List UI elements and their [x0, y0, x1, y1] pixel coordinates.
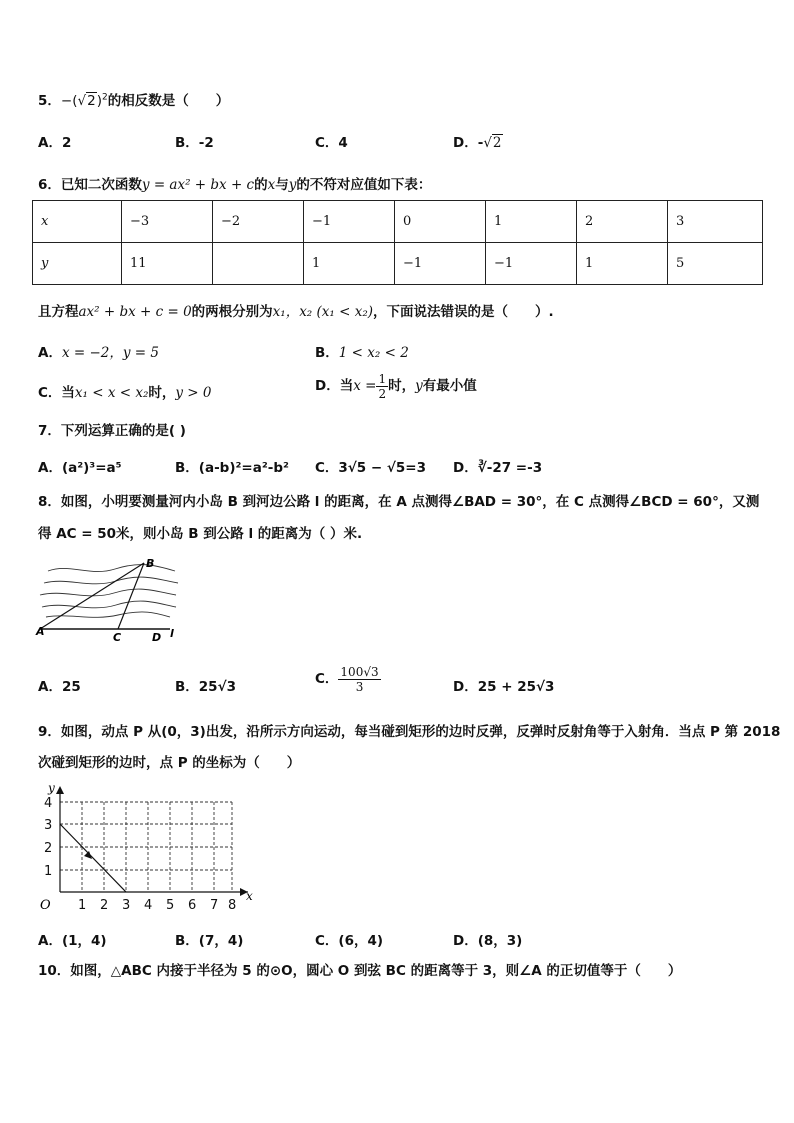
- option-b[interactable]: B．(a-b)²=a²-b²: [175, 460, 289, 476]
- question-9: 9．如图，动点 P 从(0，3)出发，沿所示方向运动，每当碰到矩形的边时反弹，反弹时反射角等于入射角．当点 P 第 2018: [38, 724, 781, 740]
- y-axis-label: y: [48, 781, 55, 795]
- fraction: $\frac{100√3}{3}$: [340, 665, 379, 694]
- table-cell: −1: [486, 243, 577, 285]
- option-c[interactable]: C．3√5 − √5=3: [315, 460, 427, 476]
- table-cell: −3: [122, 201, 213, 243]
- x-tick: 1: [78, 898, 87, 913]
- grid-lines: [60, 802, 232, 892]
- option-c[interactable]: C．4: [315, 135, 348, 151]
- question-10: 10．如图，△ABC 内接于半径为 5 的⊙O，圆心 O 到弦 BC 的距离等于 3，则∠A 的正切值等于（ ）: [38, 963, 682, 979]
- option-b[interactable]: B．(7，4): [175, 933, 244, 949]
- x-tick: 2: [100, 898, 109, 913]
- option-a[interactable]: A．(1，4): [38, 933, 107, 949]
- label-a: A: [36, 625, 45, 638]
- table-cell: 3: [668, 201, 763, 243]
- option-a[interactable]: A．25: [38, 679, 81, 695]
- question-text: 的相反数是（ ）: [107, 93, 230, 109]
- table-cell: x: [33, 201, 122, 243]
- option-d[interactable]: D．25 + 25√3: [453, 679, 555, 695]
- question-9-line2: 次碰到矩形的边时，点 P 的坐标为（ ）: [38, 755, 301, 771]
- label-d: D: [152, 631, 162, 643]
- question-5: [38, 89, 229, 109]
- expression: $-(√2)^2$: [60, 92, 108, 109]
- x-tick: 3: [122, 898, 131, 913]
- river-waves: [40, 565, 178, 618]
- y-axis-arrow: [56, 786, 64, 794]
- label-b: B: [146, 557, 155, 570]
- option-a[interactable]: A．(a²)³=a⁵: [38, 460, 122, 476]
- option-c[interactable]: C．当x₁ < x < x₂时，y > 0: [38, 385, 212, 401]
- option-d[interactable]: D．∛-27 =-3: [453, 460, 543, 476]
- segment-ab: [40, 563, 144, 629]
- y-tick: 1: [44, 864, 53, 879]
- table-cell: 2: [577, 201, 668, 243]
- option-d[interactable]: D．(8，3): [453, 933, 523, 949]
- segment-cb: [118, 563, 144, 629]
- y-tick: 3: [44, 818, 53, 833]
- label-c: C: [113, 631, 122, 643]
- label-l: l: [170, 627, 174, 640]
- table-cell: 1: [486, 201, 577, 243]
- river-figure: [30, 553, 190, 643]
- x-tick: 7: [210, 898, 219, 913]
- origin-label: O: [40, 898, 51, 913]
- option-b[interactable]: B．-2: [175, 135, 214, 151]
- y-tick: 2: [44, 841, 53, 856]
- table-cell: 0: [395, 201, 486, 243]
- question-8: 8．如图，小明要测量河内小岛 B 到河边公路 l 的距离，在 A 点测得∠BAD = 30°，在 C 点测得∠BCD = 60°，又测: [38, 494, 760, 510]
- question-6: 6．已知二次函数y = ax² + bx + c的x与y的不符对应值如下表：: [38, 177, 432, 193]
- option-b[interactable]: B．1 < x₂ < 2: [315, 345, 409, 361]
- option-a[interactable]: A．2: [38, 135, 72, 151]
- question-number: 5．: [38, 93, 61, 109]
- table-cell: −2: [213, 201, 304, 243]
- y-tick: 4: [44, 796, 53, 811]
- coordinate-graph: [34, 780, 260, 916]
- question-8-line2: 得 AC = 50米，则小岛 B 到公路 l 的距离为（ ）米.: [38, 526, 363, 542]
- table-row: [33, 201, 763, 243]
- x-tick: 6: [188, 898, 197, 913]
- option-c[interactable]: C．(6，4): [315, 933, 384, 949]
- table-cell: 5: [668, 243, 763, 285]
- option-d[interactable]: D．-√2: [453, 135, 502, 151]
- x-axis-label: x: [246, 889, 253, 903]
- option-c[interactable]: C． $\frac{100√3}{3}$: [315, 665, 379, 694]
- formula: y = ax² + bx + c: [141, 177, 255, 193]
- table-cell: 1: [304, 243, 395, 285]
- x-tick: 5: [166, 898, 175, 913]
- question-7: 7．下列运算正确的是( ): [38, 423, 186, 439]
- table-cell: y: [33, 243, 122, 285]
- option-a[interactable]: A．x = −2，y = 5: [38, 345, 159, 361]
- x-tick: 4: [144, 898, 153, 913]
- value-table: [32, 200, 763, 285]
- table-cell: −1: [395, 243, 486, 285]
- table-cell: −1: [304, 201, 395, 243]
- table-cell: 11: [122, 243, 213, 285]
- option-b[interactable]: B．25√3: [175, 679, 236, 695]
- option-d[interactable]: D．当x = $\frac{1}{2}$ 时，y有最小值: [315, 372, 477, 401]
- x-tick: 8: [228, 898, 237, 913]
- table-cell: [213, 243, 304, 285]
- table-row: [33, 243, 763, 285]
- question-6-line2: 且方程ax² + bx + c = 0的两根分别为x₁，x₂ (x₁ < x₂)，下面说法错误的是（ ）.: [38, 304, 554, 320]
- fraction: $\frac{1}{2}$: [378, 372, 387, 401]
- table-cell: 1: [577, 243, 668, 285]
- path-line: [60, 824, 126, 892]
